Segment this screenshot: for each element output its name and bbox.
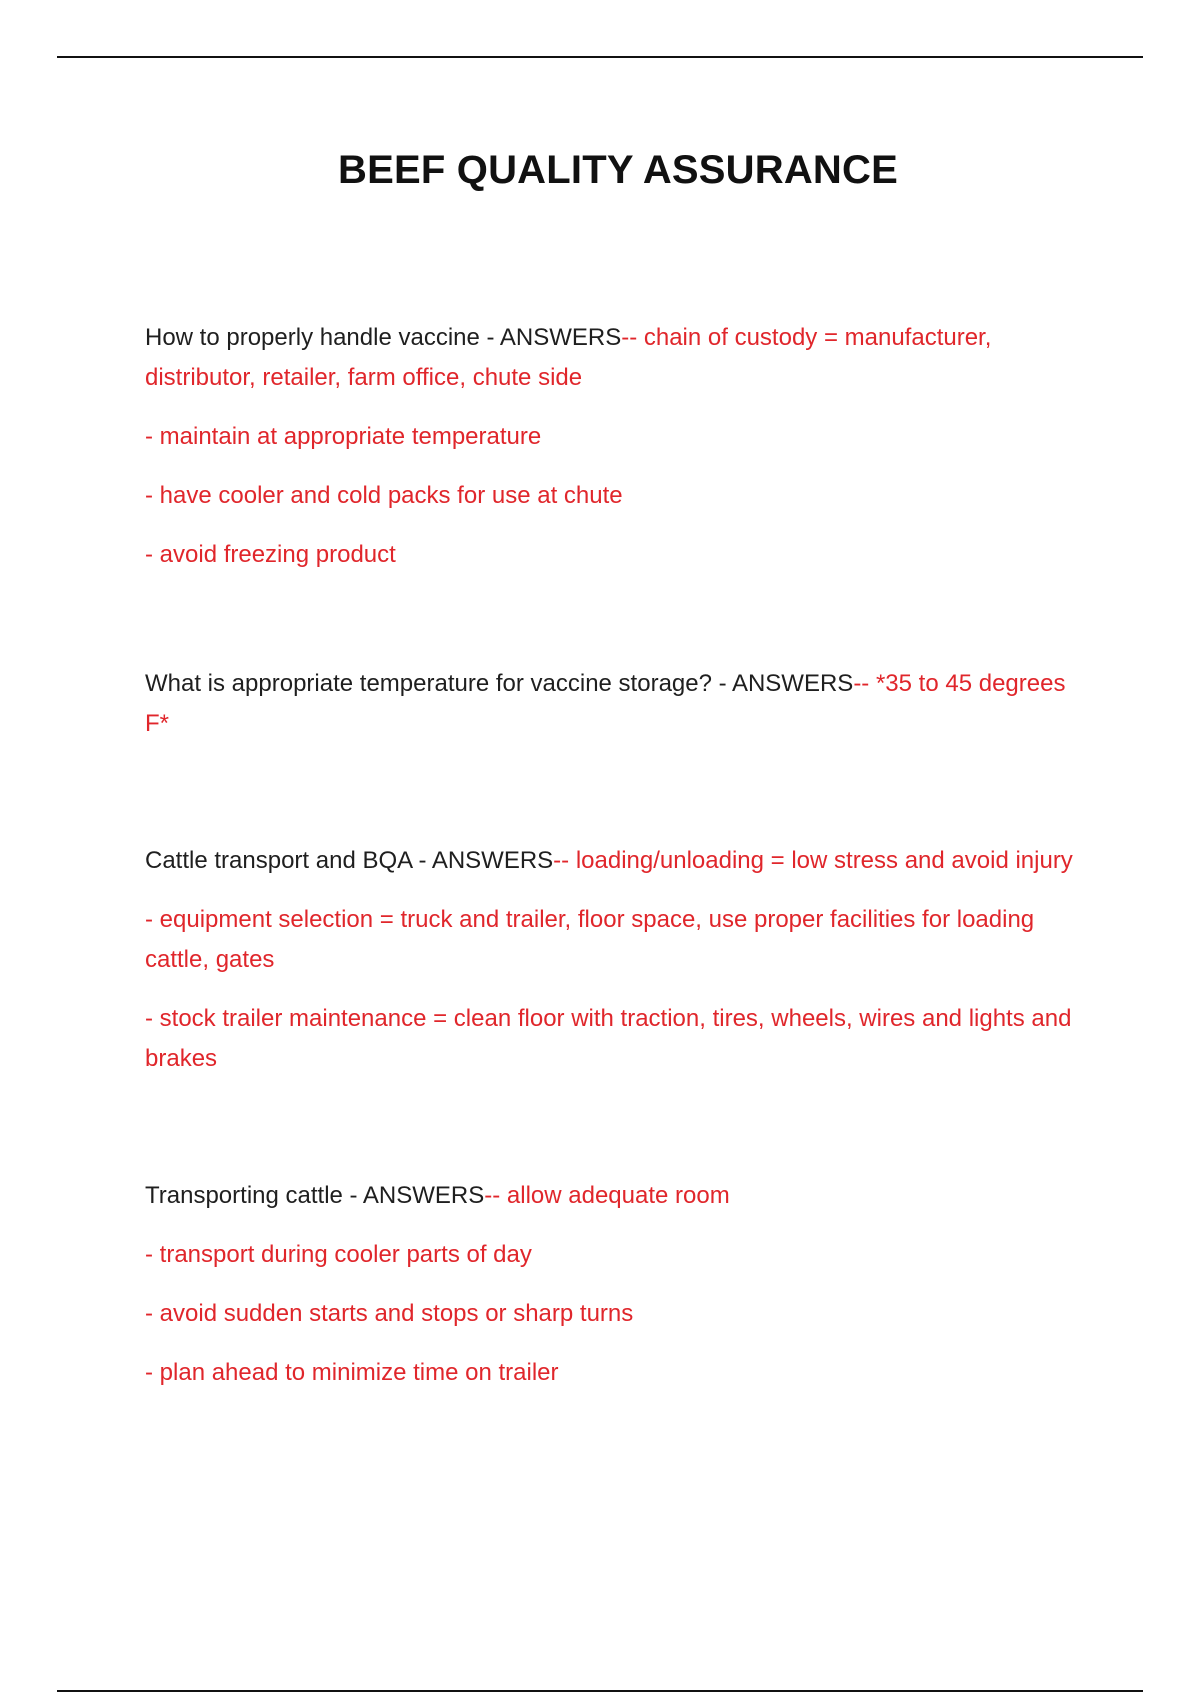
qa-question-line: [145, 841, 1085, 881]
qa-question: Transporting cattle - ANSWERS: [145, 1182, 485, 1209]
qa-answer-line: - plan ahead to minimize time on trailer: [145, 1359, 559, 1386]
qa-dashes: --: [553, 847, 570, 874]
header-rule: [57, 56, 1143, 58]
qa-content: [145, 318, 1085, 1412]
qa-question-line: [145, 1176, 1085, 1216]
qa-question: Cattle transport and BQA - ANSWERS: [145, 847, 554, 874]
qa-answer-line: - avoid freezing product: [145, 541, 396, 568]
qa-answer-line: - transport during cooler parts of day: [145, 1241, 532, 1268]
qa-item-cattle-transport-bqa: [145, 841, 1085, 1079]
qa-answer: loading/unloading = low stress and avoid injury: [569, 847, 1073, 874]
spacer: [145, 763, 1085, 841]
spacer: [145, 1098, 1085, 1176]
footer-rule: [57, 1690, 1143, 1692]
qa-item-transporting-cattle: [145, 1176, 1085, 1393]
qa-item-vaccine-temperature: [145, 664, 1085, 744]
qa-answer: *35 to 45 degrees F*: [145, 670, 1066, 737]
qa-question-line: [145, 664, 1085, 744]
qa-answer-line: - avoid sudden starts and stops or sharp turns: [145, 1300, 634, 1327]
qa-question: What is appropriate temperature for vaccine storage? - ANSWERS: [145, 670, 854, 697]
qa-answer-line: - maintain at appropriate temperature: [145, 423, 542, 450]
qa-item-vaccine-handling: [145, 318, 1085, 575]
qa-answer-line: - equipment selection = truck and trailer, floor space, use proper facilities for loading cattle, gates: [145, 906, 1035, 973]
qa-dashes: --: [484, 1182, 501, 1209]
qa-answer-line: - have cooler and cold packs for use at chute: [145, 482, 623, 509]
qa-answer: allow adequate room: [500, 1182, 730, 1209]
qa-question: How to properly handle vaccine - ANSWERS: [145, 324, 622, 351]
qa-question-line: [145, 318, 1085, 398]
document-title: BEEF QUALITY ASSURANCE: [337, 148, 898, 192]
qa-answer-line: - stock trailer maintenance = clean floor with traction, tires, wheels, wires and lights and brakes: [145, 1005, 1072, 1072]
qa-answer: chain of custody = manufacturer, distributor, retailer, farm office, chute side: [145, 324, 992, 391]
qa-dashes: --: [853, 670, 870, 697]
qa-dashes: --: [621, 324, 638, 351]
spacer: [145, 594, 1085, 664]
